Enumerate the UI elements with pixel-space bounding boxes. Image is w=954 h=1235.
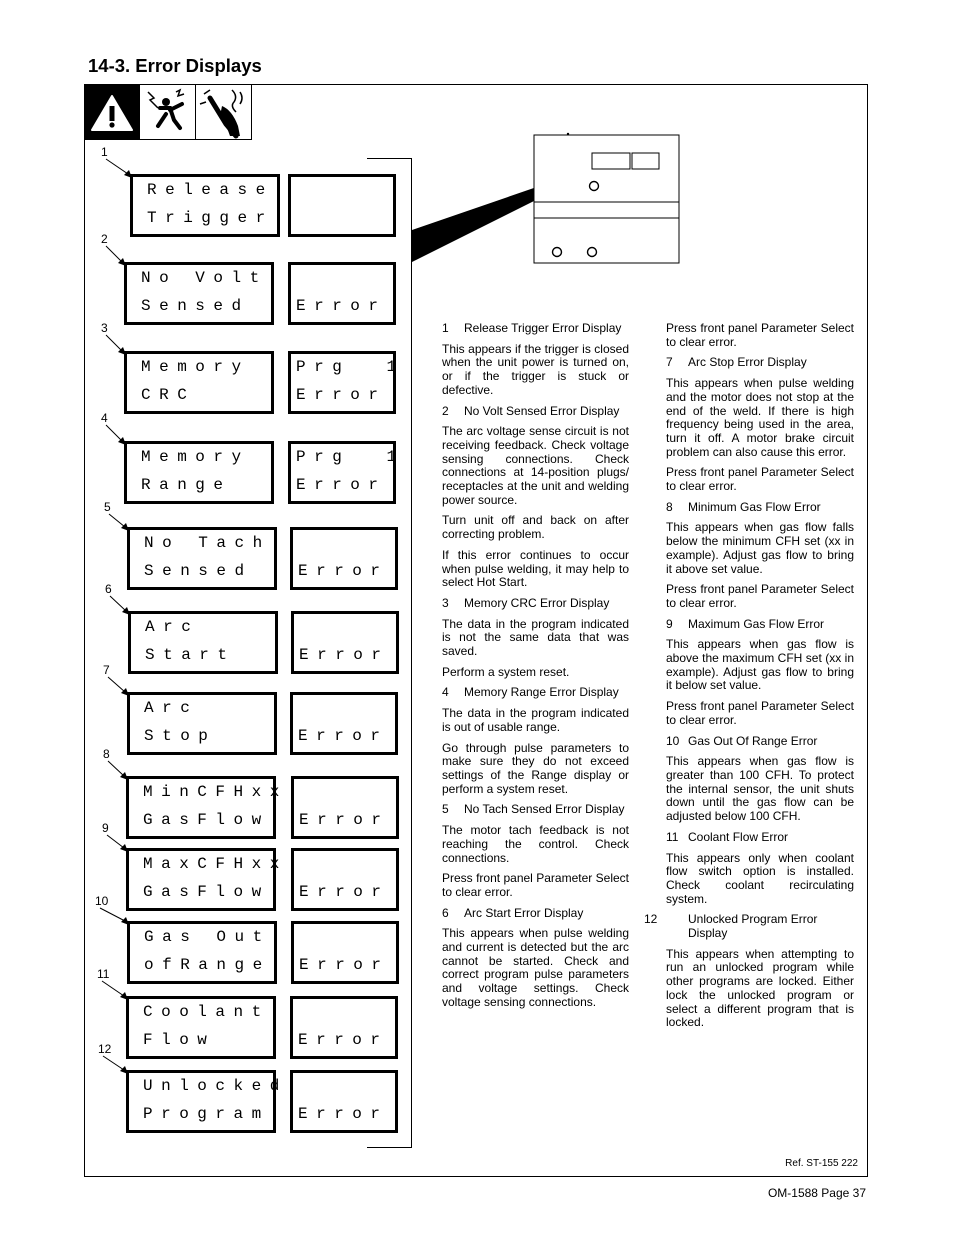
lcd-display-right (290, 1070, 398, 1133)
panel-knob-left (553, 248, 562, 257)
lcd-line-1: No Tach (144, 534, 271, 552)
item-heading-text: Arc Stop Error Display (688, 355, 807, 370)
item-number: 7 (666, 355, 673, 370)
display-number: 2 (101, 232, 108, 246)
item-heading (442, 686, 629, 700)
item-number: 1 (442, 321, 449, 335)
display-number: 1 (101, 145, 108, 159)
lcd-display-right (290, 692, 398, 755)
item-number: 10 (666, 733, 680, 748)
lcd-line-2: GasFlow (143, 883, 270, 901)
item-number: 9 (666, 616, 673, 631)
lcd-line-1: Arc (145, 618, 200, 636)
lcd-display-left (130, 174, 280, 237)
section-title: 14-3. Error Displays (88, 55, 262, 76)
item-description: Press front panel Parameter Select to clear error. (666, 582, 854, 610)
item-heading (442, 803, 629, 817)
display-number: 6 (105, 582, 112, 596)
lcd-display-left (126, 996, 276, 1059)
item-heading-text: Maximum Gas Flow Error (688, 616, 825, 631)
lcd-display-right (288, 262, 396, 325)
lcd-line-2: GasFlow (143, 811, 270, 829)
lcd-line-2: Error (299, 646, 390, 664)
lcd-line-2: Error (298, 1031, 389, 1049)
item-heading (666, 618, 854, 632)
display-number: 12 (98, 1042, 112, 1056)
item-heading-text: No Tach Sensed Error Display (464, 802, 625, 817)
lcd-display-left (124, 262, 274, 325)
lcd-display-left (124, 441, 274, 504)
lcd-line-2: Start (145, 646, 236, 664)
item-description: Press front panel Parameter Select to clear error. (442, 871, 629, 899)
lcd-display-left (127, 692, 277, 755)
panel-display-right (632, 153, 659, 169)
item-description: Press front panel Parameter Select to clear error. (666, 465, 854, 494)
item-number: 4 (442, 685, 449, 700)
display-number: 10 (95, 894, 109, 908)
lcd-line-2: Program (143, 1105, 270, 1123)
item-description: This appears when gas flow is above the maximum CFH set (xx in example). Adjust gas flow to bring it below set value. (666, 637, 854, 693)
item-heading-text: Release Trigger Error Display (464, 321, 622, 335)
item-number: 11 (666, 829, 679, 844)
display-number: 9 (102, 821, 109, 835)
fume-hazard-icon (196, 84, 252, 140)
item-description: If this error continues to occur when pulse welding, it may help to select Hot Start. (442, 547, 629, 590)
text-column-2 (644, 321, 854, 1037)
item-number: 3 (442, 595, 449, 610)
display-number: 7 (103, 663, 110, 677)
item-number: 5 (442, 802, 449, 817)
lcd-line-2: ofRange (144, 956, 271, 974)
lcd-line-1: No Volt (141, 269, 268, 287)
lcd-line-2: CRC (141, 386, 196, 404)
item-heading (442, 322, 629, 336)
lcd-line-1: Gas Out (144, 928, 271, 946)
item-description: Perform a system reset. (442, 664, 570, 679)
item-heading (666, 735, 854, 749)
lcd-display-right (291, 776, 399, 839)
warning-triangle-icon (84, 84, 140, 140)
item-number: 8 (666, 499, 673, 514)
text-column-1 (442, 322, 629, 1017)
panel-diagram (410, 130, 700, 270)
item-description: The arc voltage sense circuit is not receiving feedback. Check voltage sensing connections. Check connections at 14-position plugs/ receptacles at the unit and welding power source. (442, 424, 629, 507)
lcd-line-2: Error (299, 956, 390, 974)
display-number: 5 (104, 500, 111, 514)
item-description: The motor tach feedback is not reaching the control. Check connections. (442, 823, 629, 865)
item-heading (666, 831, 854, 845)
item-description: This appears when pulse welding and current is detected but the arc cannot be started. Check and correct program pulse parameters and voltage settings. Check voltage sensing connections. (442, 926, 629, 1009)
display-number: 8 (103, 747, 110, 761)
lcd-line-2: Error (299, 883, 390, 901)
item-description: The data in the program indicated is out of usable range. (442, 706, 629, 734)
item-heading (666, 501, 854, 515)
lcd-display-right (288, 351, 405, 414)
lcd-display-left (126, 848, 288, 911)
lcd-line-2: Error (296, 297, 387, 315)
lcd-line-2: Error (298, 727, 389, 745)
display-number: 4 (101, 411, 108, 425)
item-heading (442, 907, 629, 921)
item-description: Press front panel Parameter Select to clear error. (666, 321, 854, 349)
item-description: This appears when pulse welding and the motor does not stop at the end of the weld. If there is high frequency being used in the area, turn it off. A motor brake circuit problem can also cause this error. (666, 376, 854, 459)
item-heading-text: No Volt Sensed Error Display (464, 403, 620, 418)
lcd-display-right (288, 441, 405, 504)
item-heading-text: Unlocked Program Error Display (688, 912, 818, 941)
lcd-line-1: Unlocked (143, 1077, 288, 1095)
lcd-display-left (127, 527, 277, 590)
panel-display-left (592, 153, 630, 169)
lcd-line-2: Trigger (147, 209, 274, 227)
lcd-line-2: Error (296, 476, 387, 494)
lcd-display-left (126, 1070, 288, 1133)
lcd-line-1: Prg 1 (296, 448, 405, 466)
lcd-display-right (291, 611, 399, 674)
lcd-line-1: Memory (141, 358, 250, 376)
item-number: 12 (644, 912, 658, 927)
item-description: This appears only when coolant flow switch option is installed. Check coolant recirculating system. (666, 850, 854, 906)
lcd-line-2: Sensed (144, 562, 253, 580)
display-number: 11 (97, 967, 110, 981)
panel-knob-right (588, 248, 597, 257)
lcd-display-right (291, 921, 399, 984)
lcd-line-2: Error (299, 811, 390, 829)
hazard-icons (84, 84, 253, 140)
lcd-display-left (126, 776, 288, 839)
item-heading (644, 912, 854, 941)
item-number: 2 (442, 403, 449, 418)
lcd-line-2: Sensed (141, 297, 250, 315)
item-description: Go through pulse parameters to make sure they do not exceed settings of the Range display or perform a system reset. (442, 740, 629, 796)
item-heading-text: Minimum Gas Flow Error (688, 499, 821, 514)
lcd-line-2: Error (298, 562, 389, 580)
lcd-display-right (290, 527, 398, 590)
lcd-line-1: Coolant (143, 1003, 270, 1021)
lcd-line-2: Flow (143, 1031, 216, 1049)
display-number: 3 (101, 321, 108, 335)
item-heading-text: Arc Start Error Display (464, 905, 584, 920)
item-description: This appears when gas flow is greater than 100 CFH. To protect the internal sensor, the unit shuts down until the gas flow can be adjusted below 100 CFH. (666, 754, 854, 824)
lcd-display-right (290, 996, 398, 1059)
lcd-display-left (128, 611, 278, 674)
item-description: Turn unit off and back on after correcting problem. (442, 513, 629, 542)
item-description: Press front panel Parameter Select to clear error. (666, 699, 854, 727)
item-heading-text: Memory Range Error Display (464, 685, 619, 700)
page-footer: OM-1588 Page 37 (767, 1186, 866, 1200)
item-description: The data in the program indicated is not the same data that was saved. (442, 616, 629, 659)
lcd-display-right (288, 174, 396, 237)
item-description: This appears when attempting to run an unlocked program while other programs are locked. Either lock the unlocked program or select a different program that is locked. (666, 946, 854, 1030)
item-heading-text: Memory CRC Error Display (464, 595, 610, 610)
item-heading-text: Gas Out Of Range Error (688, 733, 818, 748)
parameter-select-button (590, 182, 599, 191)
item-number: 6 (442, 905, 449, 920)
lcd-line-1: Release (147, 181, 274, 199)
item-heading-text: Coolant Flow Error (688, 829, 789, 844)
item-heading (442, 405, 629, 419)
lcd-line-1: MinCFHxx (143, 783, 288, 801)
lcd-display-left (127, 921, 277, 984)
item-heading (666, 356, 854, 370)
electric-shock-icon (140, 84, 196, 140)
item-description: This appears if the trigger is closed when the unit power is turned on, or if the trigger is stuck or defective. (442, 341, 629, 397)
lcd-line-1: Prg 1 (296, 358, 405, 376)
lcd-line-2: Range (141, 476, 232, 494)
lcd-line-2: Error (296, 386, 387, 404)
lcd-line-1: Arc (144, 699, 199, 717)
lcd-display-left (124, 351, 274, 414)
lcd-line-1: MaxCFHxx (143, 855, 288, 873)
item-heading (442, 597, 629, 611)
reference-number: Ref. ST-155 222 (785, 1158, 858, 1169)
lcd-line-1: Memory (141, 448, 250, 466)
lcd-line-2: Error (298, 1105, 389, 1123)
lcd-line-2: Stop (144, 727, 217, 745)
item-description: This appears when gas flow falls below the minimum CFH set (xx in example). Adjust gas flow to bring it above set value. (666, 520, 854, 576)
lcd-display-right (291, 848, 399, 911)
